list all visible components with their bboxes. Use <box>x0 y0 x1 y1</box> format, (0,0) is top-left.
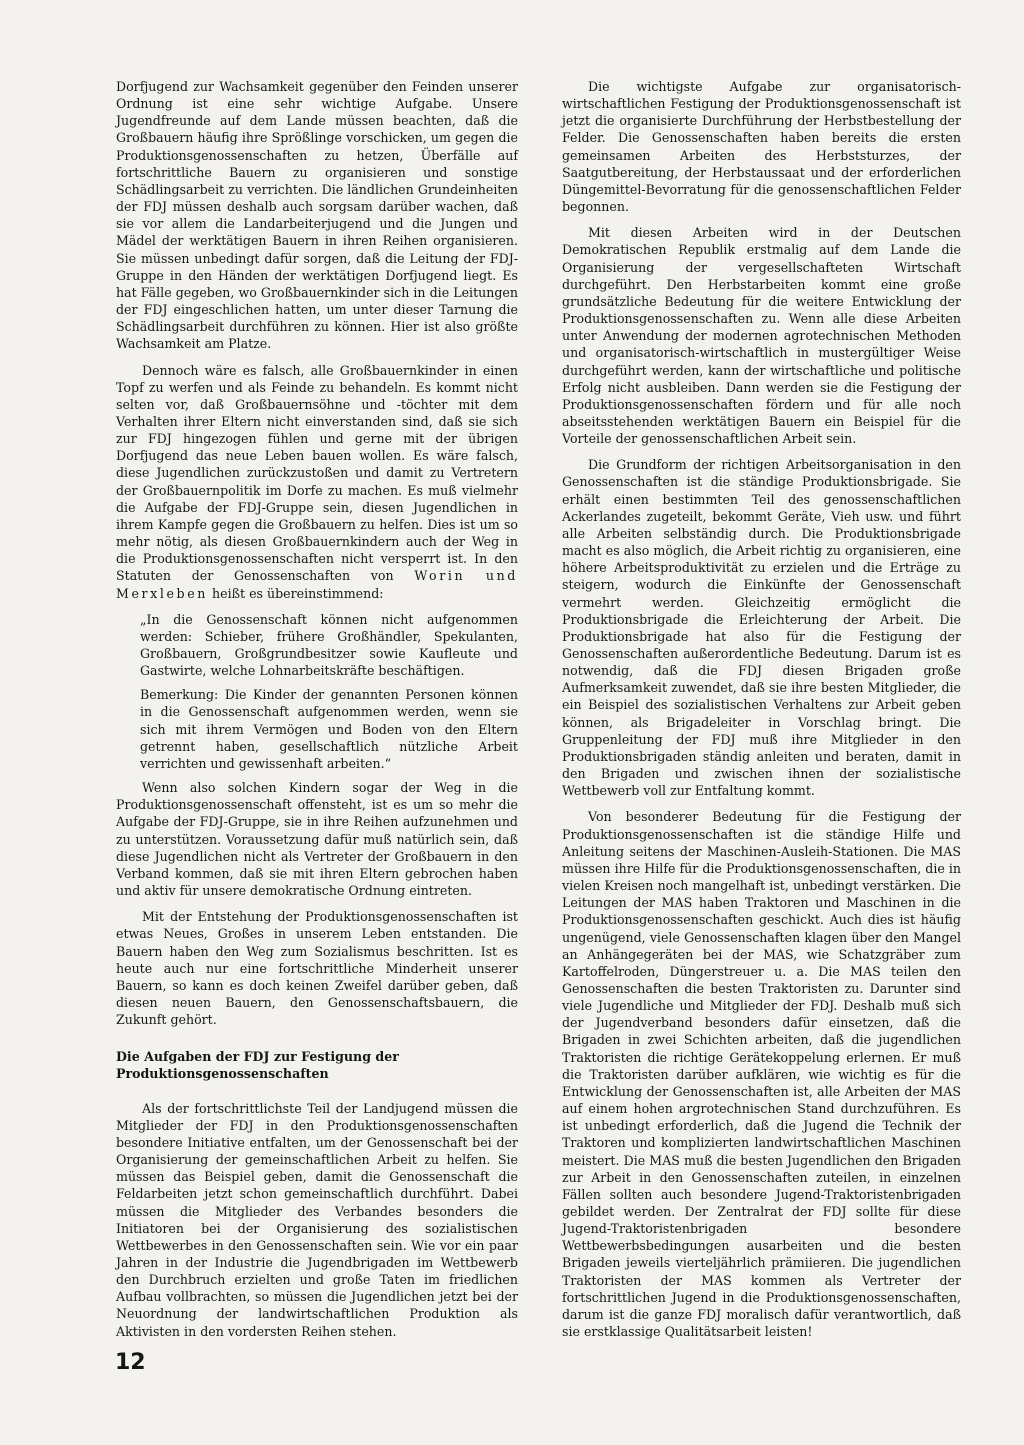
right-column <box>562 78 961 1349</box>
left-paragraph-5: Als der fortschrittlichste Teil der Landjugend müssen die Mitglieder der FDJ in den Produktionsgenossenschaften besondere Initiative entfalten, um der Genossenschaft bei der Organisierung der gemeinschaftlichen Arbeit zu helfen. Sie müssen das Beispiel geben, damit die Genossenschaft die Feldarbeiten jetzt schon gemeinschaftlich durchführt. Dabei müssen die Mitglieder des Verbandes besonders die Initiatoren bei der Organisierung des sozialistischen Wettbewerbes in den Genossenschaften sein. Wie vor ein paar Jahren in der Industrie die Jugendbrigaden im Wettbewerb den Durchbruch erzielten und große Taten im friedlichen Aufbau vollbrachten, so müssen die Jugendlichen jetzt bei der Neuordnung der landwirtschaftlichen Produktion als Aktivisten in den vordersten Reihen stehen. <box>116 1100 518 1339</box>
statute-quote-1: „In die Genossenschaft können nicht aufgenommen werden: Schieber, frühere Großhändler, Spekulanten, Großbauern, Großgrundbesitzer sowie Kaufleute und Gastwirte, welche Lohnarbeitskräfte beschäftigen. <box>140 611 518 679</box>
statute-quote-2: Bemerkung: Die Kinder der genannten Personen können in die Genossenschaft aufgenommen werden, wenn sie sich mit ihrem Vermögen und Boden von den Eltern getrennt haben, gesellschaftlich nützliche Arbeit verrichten und gewissenhaft arbeiten.“ <box>140 687 518 771</box>
conjunction-und: und <box>485 568 518 584</box>
left-paragraph-2-end: heißt es übereinstimmend: <box>212 585 384 601</box>
right-paragraph-1: Die wichtigste Aufgabe zur organisatorisch-wirtschaftlichen Festigung der Produktionsgenossenschaft ist jetzt die organisierte Durchführung der Herbstbestellung der Felder. Die Genossenschaften haben bereits die ersten gemeinsamen Arbeiten des Herbststurzes, der Saatgutbereitung, der Herbstaussaat und der erforderlichen Düngemittel-Bevorratung für die genossenschaftlichen Felder begonnen. <box>562 79 961 215</box>
left-paragraph-1: Dorfjugend zur Wachsamkeit gegenüber den Feinden unserer Ordnung ist eine sehr wichtige Aufgabe. Unsere Jugendfreunde auf dem Lande müssen beachten, daß die Großbauern häufig ihre Sprößlinge vorschicken, um gegen die Produktionsgenossenschaften zu hetzen, Überfälle auf fortschrittliche Bauern zu organisieren und sonstige Schädlingsarbeit zu verrichten. Die ländlichen Grundeinheiten der FDJ müssen deshalb auch sorgsam darüber wachen, daß sie vor allem die Landarbeiterjugend und die Jungen und Mädel der werktätigen Bauern in ihren Reihen organisieren. Sie müssen unbedingt dafür sorgen, daß die Leitung der FDJ-Gruppe in den Händen der werktätigen Dorfjugend liegt. Es hat Fälle gegeben, wo Großbauernkinder sich in die Leitungen der FDJ eingeschlichen hatten, um unter dieser Tarnung die Schädlingsarbeit durchführen zu können. Hier ist also größte Wachsamkeit am Platze. <box>116 79 518 352</box>
place-name-merxleben: Merxleben <box>116 585 208 601</box>
right-paragraph-2: Mit diesen Arbeiten wird in der Deutschen Demokratischen Republik erstmalig auf dem Lande die Organisierung der vergesellschafteten Wirtschaft durchgeführt. Den Herbstarbeiten kommt eine große grundsätzliche Bedeutung für die weitere Entwicklung der Produktionsgenossenschaften zu. Wenn alle diese Arbeiten unter Anwendung der modernen agrotechnischen Methoden und organisatorisch-wirtschaftlich in mustergültiger Weise durchgeführt werden, kann der wirtschaftliche und politische Erfolg nicht ausbleiben. Dann werden sie die Festigung der Produktionsgenossenschaften fördern und für alle noch abseitsstehenden werktätigen Bauern ein Beispiel für die Vorteile der genossenschaftlichen Arbeit sein. <box>562 225 961 447</box>
section-heading: Die Aufgaben der FDJ zur Festigung der Produktionsgenossenschaften <box>116 1049 399 1082</box>
right-paragraph-4: Von besonderer Bedeutung für die Festigung der Produktionsgenossenschaften ist die ständige Hilfe und Anleitung seitens der Maschinen-Ausleih-Stationen. Die MAS müssen ihre Hilfe für die Produktionsgenossenschaften, die in vielen Kreisen noch mangelhaft ist, unbedingt verstärken. Die Leitungen der MAS haben Traktoren und Maschinen in die Produktionsgenossenschaften geschickt. Auch dies ist häufig ungenügend, viele Genossenschaften klagen über den Mangel an Anhängegeräten bei der MAS, wie Schatzgräber zum Kartoffelroden, Düngerstreuer u. a. Die MAS teilen den Genossenschaften die besten Traktoristen zu. Darunter sind viele Jugendliche und Mitglieder der FDJ. Deshalb muß sich der Jugendverband besonders dafür einsetzen, daß die Brigaden in zwei Schichten arbeiten, daß die jugendlichen Traktoristen die richtige Gerätekoppelung erlernen. Er muß die Traktoristen darüber aufklären, wie wichtig es für die Entwicklung der Genossenschaften ist, alle Arbeiten der MAS auf einem hohen argrotechnischen Stand durchzuführen. Es ist unbedingt erforderlich, daß die Jugend die Technik der Traktoren und komplizierten landwirtschaftlichen Maschinen meistert. Die MAS muß die besten Jugendlichen den Brigaden zur Arbeit in den Genossenschaften zuteilen, in einzelnen Fällen sollten auch besondere Jugend-Traktoristenbrigaden gebildet werden. Der Zentralrat der FDJ sollte für diese Jugend-Traktoristenbrigaden besondere Wettbewerbsbedingungen ausarbeiten und die besten Brigaden jeweils vierteljährlich prämiieren. Die jugendlichen Traktoristen der MAS kommen als Vertreter der fortschrittlichen Jugend in die Produktionsgenossenschaften, darum ist die ganze FDJ moralisch dafür verantwortlich, daß sie erstklassige Qualitätsarbeit leisten! <box>562 809 961 1340</box>
statute-quote <box>140 611 518 772</box>
place-name-worin: Worin <box>414 568 466 584</box>
left-paragraph-4: Mit der Entstehung der Produktionsgenossenschaften ist etwas Neues, Großes in unserem Leben entstanden. Die Bauern haben den Weg zum Sozialismus beschritten. Ist es heute auch nur eine fortschrittliche Minderheit unserer Bauern, so kann es doch keinen Zweifel darüber geben, daß diesen neuen Bauern, den Genossenschaftsbauern, die Zukunft gehört. <box>116 909 518 1028</box>
left-paragraph-2-text: Dennoch wäre es falsch, alle Großbauernkinder in einen Topf zu werfen und als Feinde zu behandeln. Es kommt nicht selten vor, daß Großbauernsöhne und -töchter mit dem Verhalten ihrer Eltern nicht einverstanden sind, daß sie sich zur FDJ hingezogen fühlen und gerne mit der übrigen Dorfjugend das neue Leben bauen wollen. Es wäre falsch, diese Jugendlichen zurückzustoßen und damit zu Vertretern der Großbauernpolitik im Dorfe zu machen. Es muß vielmehr die Aufgabe der FDJ-Gruppe sein, diesen Jugendlichen in ihrem Kampfe gegen die Großbauern zu helfen. Dies ist um so mehr nötig, als diesen Großbauernkindern auch der Weg in die Produktionsgenossenschaften nicht versperrt ist. In den Statuten der Genossenschaften von <box>116 362 518 584</box>
left-paragraph-3: Wenn also solchen Kindern sogar der Weg in die Produktionsgenossenschaft offensteht, ist es um so mehr die Aufgabe der FDJ-Gruppe, sie in ihre Reihen aufzunehmen und zu unterstützen. Voraussetzung dafür muß natürlich sein, daß diese Jugendlichen nicht als Vertreter der Großbauern in den Verband kommen, daß sie mit ihren Eltern gebrochen haben und aktiv für unsere demokratische Ordnung eintreten. <box>116 780 518 899</box>
left-paragraph-2 <box>116 362 518 602</box>
right-paragraph-3: Die Grundform der richtigen Arbeitsorganisation in den Genossenschaften ist die ständige Produktionsbrigade. Sie erhält einen bestimmten Teil des genossenschaftlichen Ackerlandes zugeteilt, bekommt Geräte, Vieh usw. und führt alle Arbeiten selbständig durch. Die Produktionsbrigade macht es also möglich, die Arbeit richtig zu organisieren, eine höhere Arbeitsproduktivität zu erzielen und die Erträge zu steigern, wodurch die Einkünfte der Genossenschaft vermehrt werden. Gleichzeitig ermöglicht die Produktionsbrigade die Erleichterung der Arbeit. Die Produktionsbrigade hat also für die Festigung der Genossenschaften außerordentliche Bedeutung. Darum ist es notwendig, daß die FDJ diesen Brigaden große Aufmerksamkeit zuwendet, daß sie ihre besten Mitglieder, die ein Beispiel des sozialistischen Verhaltens zur Arbeit geben können, als Brigadeleiter in Vorschlag bringt. Die Gruppenleitung der FDJ muß ihre Mitglieder in den Produktionsbrigaden ständig anleiten und beraten, damit in den Brigaden und zwischen ihnen der sozialistische Wettbewerb voll zur Entfaltung kommt. <box>562 457 961 799</box>
left-column <box>116 78 518 1349</box>
page-number: 12 <box>115 1350 146 1375</box>
